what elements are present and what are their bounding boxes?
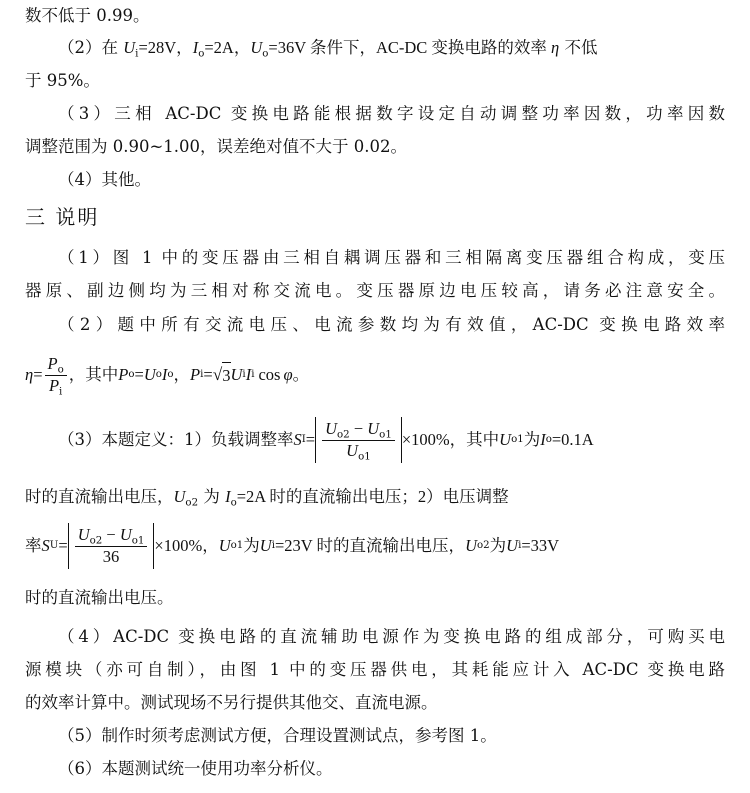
note-3-line-2: 时的直流输出电压，$U_{o2}$ 为 $I_o=2A$ 时的直流输出电压；2）电压调整 [25,487,509,509]
section-heading: 三 说明 [25,205,100,229]
note-4-line-2: 源模块（亦可自制），由图 1 中的变压器供电，其耗能应计入 AC-DC 变换电路 [25,660,725,679]
req-4: （4）其他。 [58,170,151,189]
req-1-tail: 数不低于 0.99。 [25,6,150,25]
efficiency-formula: η = $\frac{P_o}{P_i}$ ，其中 P o = U o I o ， P i = √ 3 U i I i cos φ 。 [25,353,310,398]
note-4-line-3: 的效率计算中。测试现场不另行提供其他交、直流电源。 [25,693,438,712]
efficiency-fraction: $\frac{P_o}{P_i}$ [45,354,67,396]
note-1-line-1: （1）图 1 中的变压器由三相自耦调压器和三相隔离变压器组合构成，变压 [58,248,725,267]
note-3-line-4: 时的直流输出电压。 [25,588,174,607]
note-6: （6）本题测试统一使用功率分析仪。 [58,759,333,778]
eta-symbol: η [551,38,560,57]
req-2-line-1: （2）在 $U_i=28V$，$I_o=2A$，$U_o=36V$ 条件下，AC-DC 变换电路的效率 η 不低 [58,38,598,60]
req-2-line-2: 于 95%。 [25,71,100,90]
load-regulation-formula: （3）本题定义：1）负载调整率 S I = $\frac{U_{o2} - U_{o1}}{U_{o1}}$ ×100% ，其中 U o1 为 I o =0.1A [58,418,594,463]
note-4-line-1: （4）AC-DC 变换电路的直流辅助电源作为变换电路的组成部分，可购买电 [58,627,725,646]
req-3-line-1: （3）三相 AC-DC 变换电路能根据数字设定自动调整功率因数，功率因数 [58,104,725,123]
note-2-line-1: （2）题中所有交流电压、电流参数均为有效值，AC-DC 变换电路效率 [58,315,725,334]
note-1-line-2: 器原、副边侧均为三相对称交流电。变压器原边电压较高，请务必注意安全。 [25,281,725,300]
abs-value-2: $\frac{U_{o2} - U_{o1}}{36}$ [68,523,155,569]
req-3-line-2: 调整范围为 0.90~1.00，误差绝对值不大于 0.02。 [25,137,408,156]
abs-value-1: $\frac{U_{o2} - U_{o1}}{U_{o1}}$ [315,417,402,463]
note-5: （5）制作时须考虑测试方便，合理设置测试点，参考图 1。 [58,726,497,745]
voltage-regulation-formula: 率 S U = $\frac{U_{o2} - U_{o1}}{36}$ ×100% ， U o1 为 U i =23V 时的直流输出电压， U o2 为 U i =33V [25,518,725,574]
